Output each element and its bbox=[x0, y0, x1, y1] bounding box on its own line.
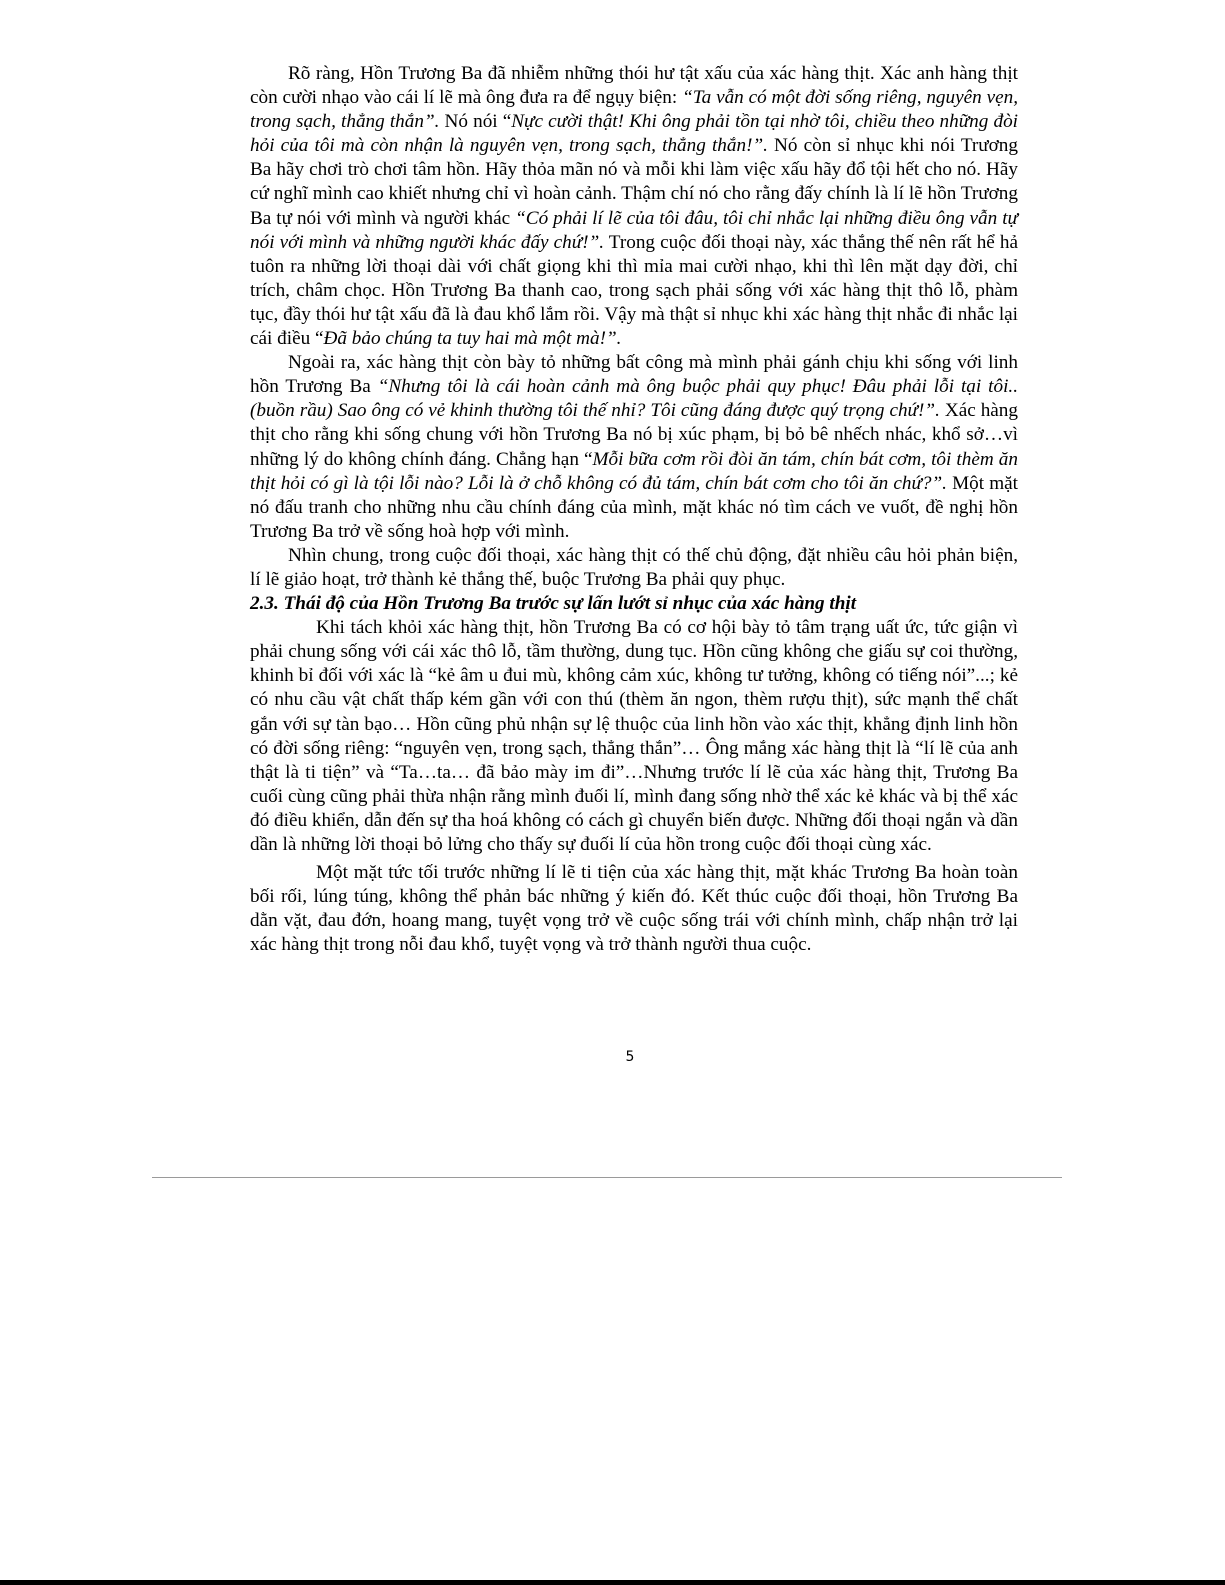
body-paragraph-1 bbox=[250, 62, 1018, 351]
quote-text: “Có phải lí lẽ của tôi đâu, tôi chỉ nhắc lại những điều ông vẫn tự nói với mình và những người khác đấy chứ!”. bbox=[250, 207, 1018, 253]
paragraph-text: Một mặt nó đấu tranh cho những nhu cầu chính đáng của mình, mặt khác nó tìm cách ve vuốt, đề nghị hồn Trương Ba trở về sống hoà hợp với mình. bbox=[250, 472, 1018, 542]
body-paragraph-5: Một mặt tức tối trước những lí lẽ ti tiện của xác hàng thịt, mặt khác Trương Ba hoàn toàn bối rối, lúng túng, không thể phản bác những ý kiến đó. Kết thúc cuộc đối thoại, hồn Trương Ba dằn vặt, đau đớn, hoang mang, tuyệt vọng trở về cuộc sống trái với chính mình, chấp nhận trở lại xác hàng thịt trong nỗi đau khổ, tuyệt vọng và trở thành người thua cuộc. bbox=[250, 862, 1018, 956]
body-paragraph-2 bbox=[250, 351, 1018, 544]
quote-text: “Nhưng tôi là cái hoàn cảnh mà ông buộc phải quy phục! Đâu phải lỗi tại tôi.. (buồn rầu) Sao ông có vẻ khinh thường tôi thế nhỉ? Tôi cũng đáng được quý trọng chứ!”. bbox=[250, 376, 1018, 422]
document-page bbox=[250, 62, 1018, 957]
quote-text: Mỗi bữa cơm rồi đòi ăn tám, chín bát cơm, tôi thèm ăn thịt hỏi có gì là tội lỗi nào? Lỗi là ở chỗ không có đủ tám, chín bát cơm cho tôi ăn chứ?”. bbox=[250, 448, 1018, 494]
quote-text: “Ta vẫn có một đời sống riêng, nguyên vẹn, trong sạch, thẳng thắn”. bbox=[250, 87, 1018, 133]
page-number: 5 bbox=[625, 1049, 635, 1065]
paragraph-text: Nó còn sỉ nhục khi nói Trương Ba hãy chơi trò chơi tâm hồn. Hãy thỏa mãn nó và mỗi khi làm việc xấu hãy đổ tội hết cho nó. Hãy cứ nghĩ mình cao khiết nhưng chỉ vì hoàn cảnh. Thậm chí nó cho rằng đấy chính là lí lẽ hồn Trương Ba tự nói với mình và người khác bbox=[250, 135, 1018, 229]
paragraph-text: Nó nói “ bbox=[439, 111, 512, 133]
paragraph-text: Trong cuộc đối thoại này, xác thắng thế nên rất hể hả tuôn ra những lời thoại dài với chất giọng khi thì mỉa mai cười nhạo, khi thì lên mặt dạy đời, chỉ trích, châm chọc. Hồn Trương Ba thanh cao, trong sạch phải sống với xác hàng thịt thô lỗ, phàm tục, đầy thói hư tật xấu đã là đau khổ lắm rồi. Vậy mà thật sỉ nhục khi xác hàng thịt nhắc đi nhắc lại cái điều “ bbox=[250, 231, 1018, 350]
paragraph-text: Ngoài ra, xác hàng thịt còn bày tỏ những bất công mà mình phải gánh chịu khi sống với linh hồn Trương Ba bbox=[250, 352, 1018, 398]
paragraph-text: Xác hàng thịt cho rằng khi sống chung với hồn Trương Ba nó bị xúc phạm, bị bỏ bê nhếch nhác, khổ sở…vì những lý do không chính đáng. Chẳng hạn “ bbox=[250, 400, 1018, 470]
bottom-border bbox=[0, 1580, 1225, 1585]
quote-text: Nực cười thật! Khi ông phải tồn tại nhờ tôi, chiều theo những đòi hỏi của tôi mà còn nhận là nguyên vẹn, trong sạch, thẳng thắn!”. bbox=[250, 111, 1018, 157]
section-heading: 2.3. Thái độ của Hồn Trương Ba trước sự lấn lướt sỉ nhục của xác hàng thịt bbox=[250, 593, 857, 615]
quote-text: Đã bảo chúng ta tuy hai mà một mà!”. bbox=[323, 328, 622, 350]
body-paragraph-3: Nhìn chung, trong cuộc đối thoại, xác hàng thịt có thế chủ động, đặt nhiều câu hỏi phản biện, lí lẽ giảo hoạt, trở thành kẻ thắng thế, buộc Trương Ba phải quy phục. bbox=[250, 544, 1018, 590]
page-divider bbox=[152, 1177, 1062, 1178]
body-paragraph-4: Khi tách khỏi xác hàng thịt, hồn Trương Ba có cơ hội bày tỏ tâm trạng uất ức, tức giận vì phải chung sống với cái xác thô lỗ, tầm thường, dung tục. Hồn cũng không che giấu sự coi thường, khinh bỉ đối với xác là “kẻ âm u đui mù, không cảm xúc, không tư tưởng, không có tiếng nói”...; kẻ có nhu cầu vật chất thấp kém gần với con thú (thèm ăn ngon, thèm rượu thịt), sức mạnh thể chất gắn với sự tàn bạo… Hồn cũng phủ nhận sự lệ thuộc của linh hồn vào xác thịt, khẳng định linh hồn có đời sống riêng: “nguyên vẹn, trong sạch, thẳng thắn”… Ông mắng xác hàng thịt là “lí lẽ của anh thật là ti tiện” và “Ta…ta… đã bảo mày im đi”…Nhưng trước lí lẽ của xác hàng thịt, Trương Ba cuối cùng cũng phải thừa nhận rằng mình đuối lí, mình đang sống nhờ thể xác kẻ khác và bị thể xác đó điều khiển, dẫn đến sự tha hoá không có cách gì chuyển biến được. Những đối thoại ngắn và dần dần là những lời thoại bỏ lửng cho thấy sự đuối lí của hồn trong cuộc đối thoại cùng xác. bbox=[250, 617, 1018, 855]
paragraph-text: Rõ ràng, Hồn Trương Ba đã nhiễm những thói hư tật xấu của xác hàng thịt. Xác anh hàng thịt còn cười nhạo vào cái lí lẽ mà ông đưa ra để ngụy biện: bbox=[250, 63, 1018, 109]
